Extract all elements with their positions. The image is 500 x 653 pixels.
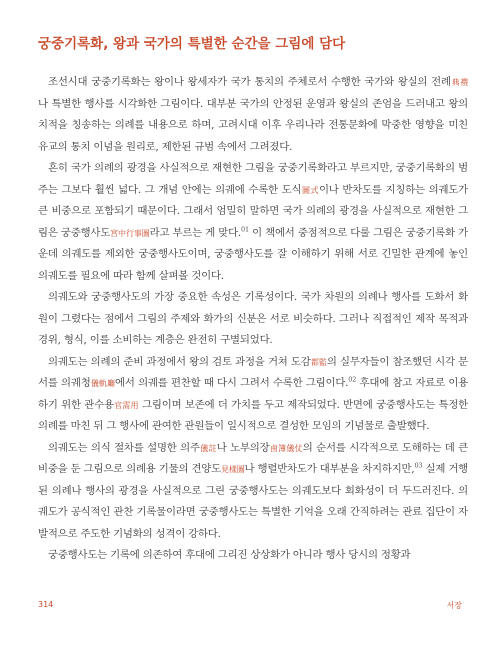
text-run: 실제 거행된 의례나 행사의 광경을 사실적으로 그린 궁중행사도는 의궤도보다 회화성이 더 두드러진다. 의궤도가 공식적인 관찬 기록물이라면 궁중행사도는 특별한 기억을 오래 간직하려는 관료 집단이 자발적으로 주도한 기념화의 성격이 강하다. bbox=[38, 463, 468, 540]
body-text bbox=[38, 72, 468, 567]
text-run: 나 행렬반차도가 대부분을 차지하지만, bbox=[244, 463, 415, 475]
text-run: 이 책에서 중점적으로 다룰 그림은 궁중기록화 가운데 의궤도를 제외한 궁중행사도이며, 궁중행사도를 잘 이해하기 위해 서로 긴밀한 관계에 놓인 의궤도를 필요에 따라 함께 살펴볼 것이다. bbox=[38, 226, 468, 282]
text-run: 후대에 참고 자료로 이용하기 위한 관수용 bbox=[38, 377, 469, 411]
text-run: 의 실무자들이 참조했던 시각 문서를 의궤청 bbox=[38, 355, 468, 389]
hanja-annotation: 見樣圖 bbox=[220, 465, 245, 474]
page-title: 궁중기록화, 왕과 국가의 특별한 순간을 그림에 담다 bbox=[38, 36, 346, 52]
body-paragraph bbox=[38, 158, 468, 287]
body-paragraph bbox=[38, 438, 468, 546]
hanja-annotation: 圖式 bbox=[301, 185, 319, 195]
hanja-annotation: 儀軌廳 bbox=[90, 379, 116, 388]
text-run: 나 노부의장 bbox=[216, 441, 270, 454]
footnote-ref: 01 bbox=[241, 225, 249, 234]
hanja-annotation: 典禮 bbox=[450, 78, 468, 87]
text-run: 궁중행사도는 기록에 의존하여 후대에 그리진 상상화가 아니라 행사 당시의 정황과 bbox=[48, 549, 411, 561]
text-run: 이나 반차도를 지칭하는 의궤도가 큰 비중으로 포함되기 때문이다. 그래서 엄밀히 말하면 국가 의례의 광경을 사실적으로 재현한 그림은 궁중행사도 bbox=[38, 183, 468, 239]
hanja-annotation: 官需用 bbox=[113, 400, 139, 410]
text-run: 라고 부르는 게 맞다. bbox=[149, 226, 242, 239]
text-run: 의궤도와 궁중행사도의 가장 중요한 속성은 기록성이다. 국가 차원의 의례나 행사를 도화서 화원이 그렸다는 점에서 그림의 주제와 화가의 신분은 서로 비슷하다. 그러나 직접적인 제작 목적과 경위, 형식, 이를 소비하는 계층은 완전히 구별되었다. bbox=[38, 291, 468, 346]
page-number: 314 bbox=[38, 600, 54, 609]
hanja-annotation: 鹵簿儀仗 bbox=[269, 443, 303, 453]
body-paragraph bbox=[38, 72, 468, 158]
text-run: 그림이며 보존에 더 가치를 두고 제작되었다. 반면에 궁중행사도는 특정한 의례를 마친 뒤 그 행사에 관여한 관원들이 일시적으로 결성한 모임의 기념물로 출발했다. bbox=[38, 398, 468, 432]
body-paragraph bbox=[38, 352, 468, 438]
footnote-ref: 02 bbox=[348, 375, 357, 384]
footnote-ref: 03 bbox=[414, 461, 423, 470]
body-paragraph bbox=[38, 287, 468, 352]
text-run: 조선시대 궁중기록화는 왕이나 왕세자가 국가 통치의 주체로서 수행한 국가와 왕실의 전례 bbox=[48, 76, 451, 88]
text-run: 흔히 국가 의례의 광경을 사실적으로 재현한 그림을 궁중기록화라고 부르지만, 궁중기록화의 범주는 그보다 훨씬 넓다. 그 개념 안에는 의궤에 수록한 도식 bbox=[38, 162, 468, 196]
section-name: 서장 bbox=[446, 601, 462, 610]
text-run: 에서 의궤를 편찬할 때 다시 그려서 수록한 그림이다. bbox=[115, 377, 349, 389]
hanja-annotation: 儀註 bbox=[199, 443, 217, 453]
text-run: 나 특별한 행사를 시각화한 그림이다. 대부분 국가의 안정된 운영과 왕실의 존엄을 드러내고 왕의 치적을 칭송하는 의례를 내용으로 하며, 고려시대 이후 우리나라 전통문화에 막중한 영향을 미친 유교의 통치 이념을 원리로, 제한된 규범 속에서 그려졌다. bbox=[38, 97, 468, 153]
hanja-annotation: 宮中行事圖 bbox=[110, 228, 150, 238]
hanja-annotation: 都監 bbox=[310, 357, 327, 367]
text-run: 의궤도는 의식 절차를 설명한 의주 bbox=[48, 441, 200, 454]
body-paragraph bbox=[38, 545, 468, 567]
text-run: 의궤도는 의례의 준비 과정에서 왕의 검토 과정을 거쳐 도감 bbox=[48, 355, 311, 368]
text-run: 의 순서를 시각적으로 도해하는 데 큰 비중을 둔 그림으로 의례용 기물의 견양도 bbox=[38, 441, 469, 475]
